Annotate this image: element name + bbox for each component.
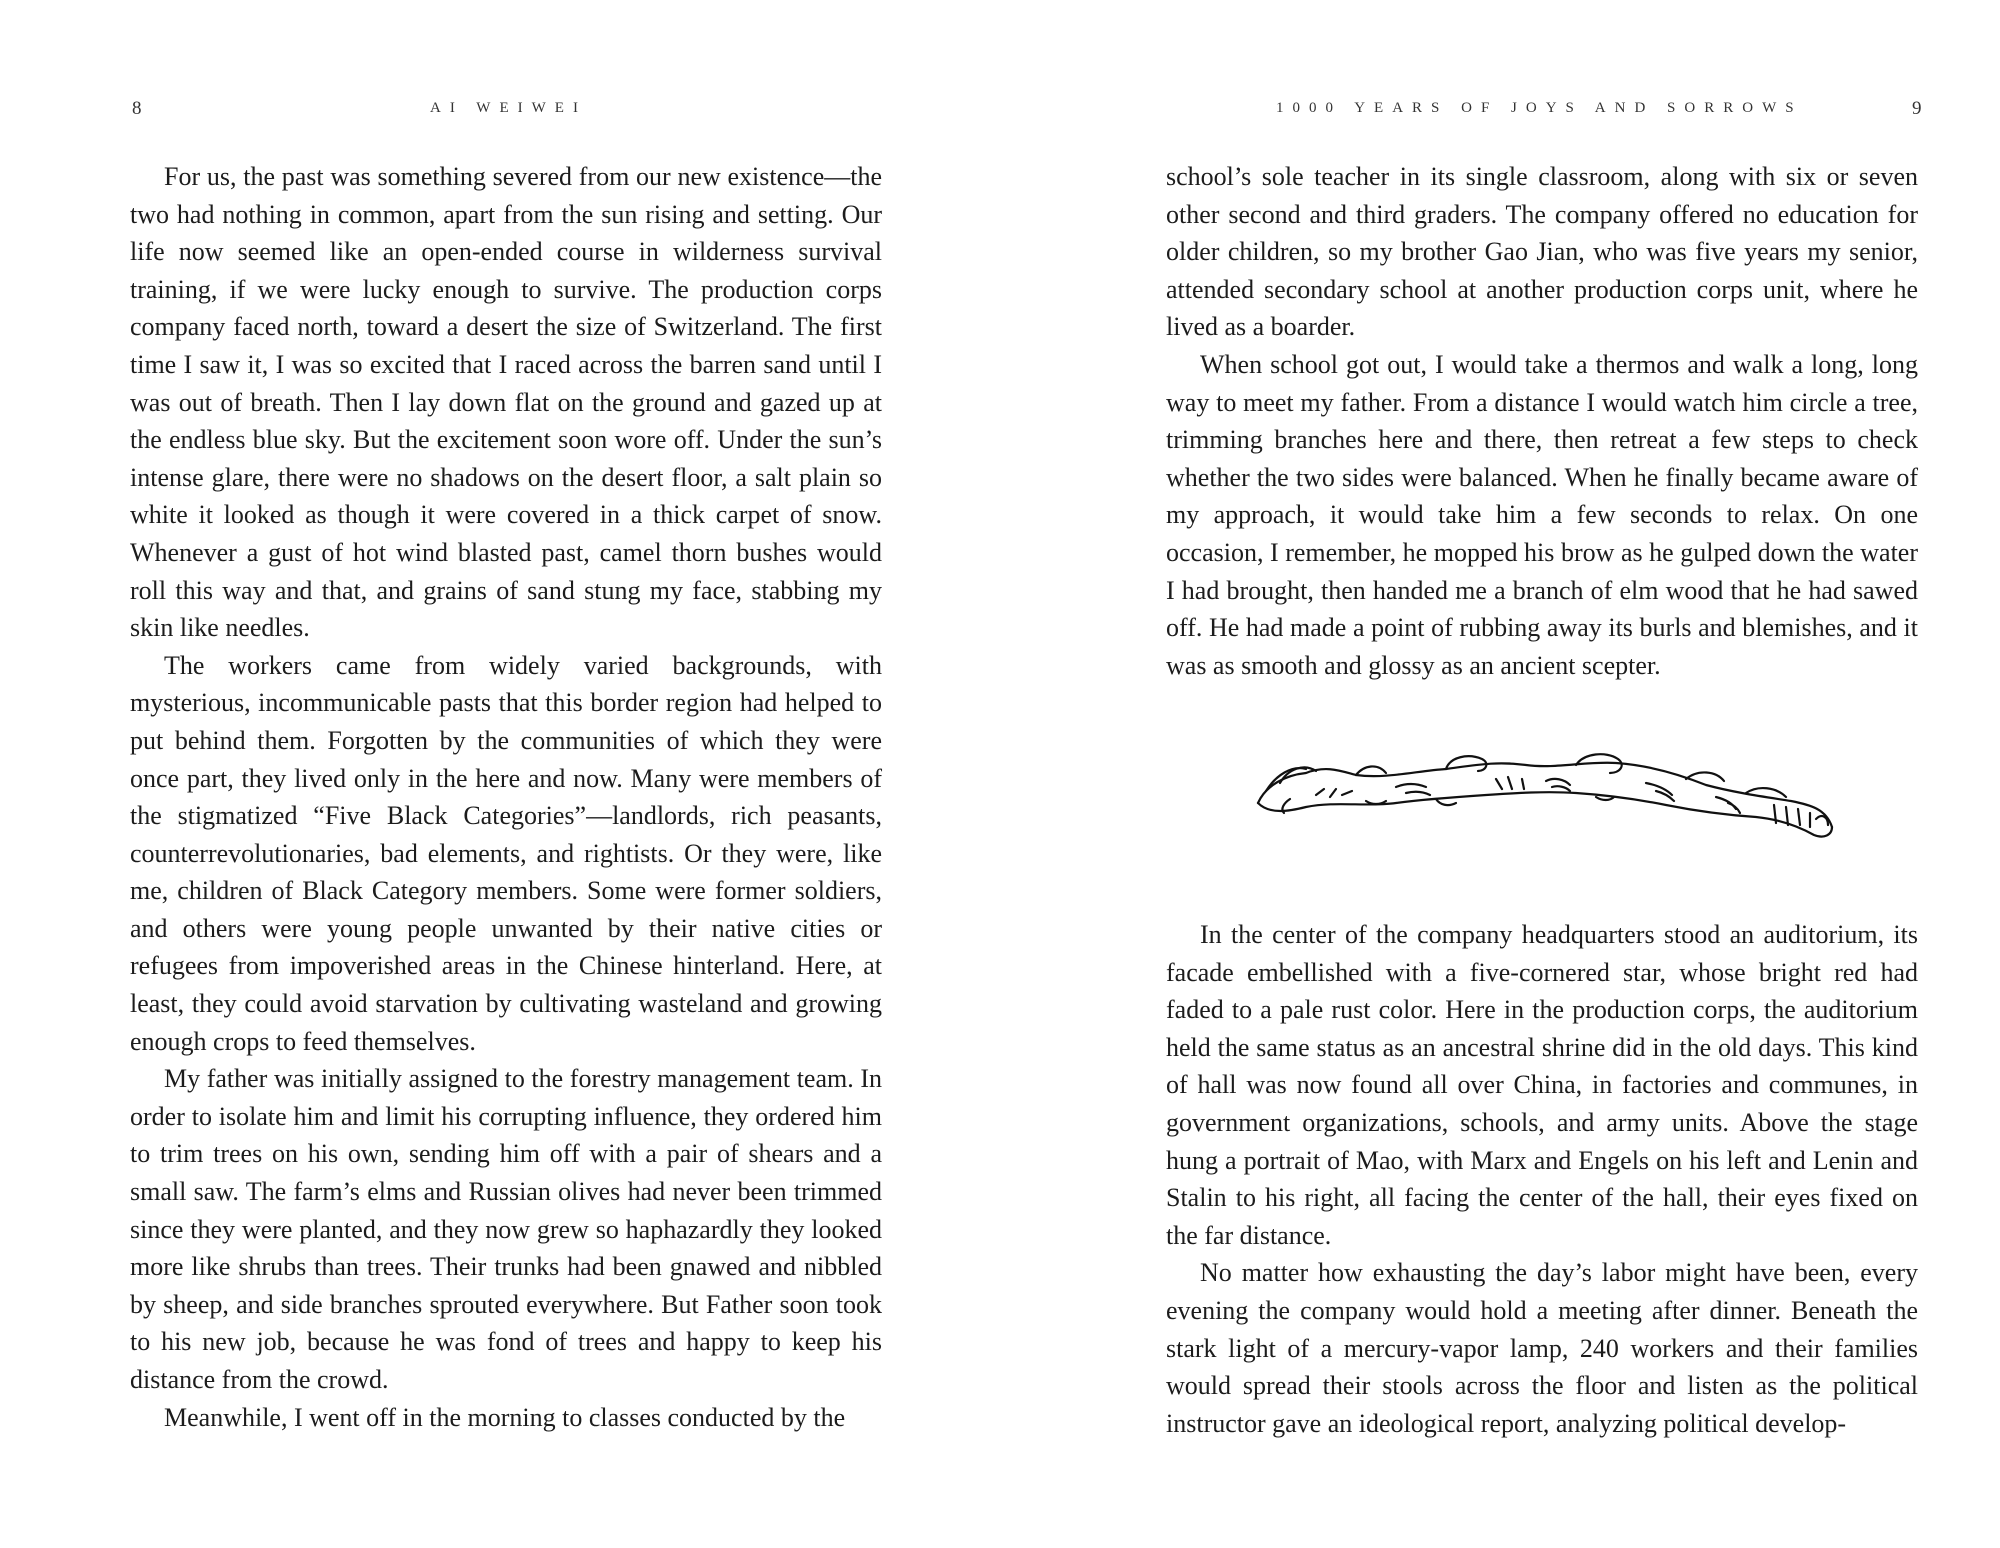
paragraph: school’s sole teacher in its single classroom, along with six or seven other second and third graders. The company offered no education for older children, so my brother Gao Jian, who was five years my senior, attended secondary school at another production corps unit, where he lived as a boarder. xyxy=(1166,162,1918,342)
elm-branch-illustration xyxy=(1246,735,1840,845)
paragraph: When school got out, I would take a thermos and walk a long, long way to meet my father. From a distance I would watch him circle a tree, trimming branches here and there, then retreat a few steps to check whether the two sides were balanced. When he finally became aware of my approach, it would take him a few seconds to relax. On one occasion, I remember, he mopped his brow as he gulped down the water I had brought, then handed me a branch of elm wood that he had sawed off. He had made a point of rubbing away its burls and blemishes, and it was as smooth and glossy as an ancient scepter. xyxy=(1166,349,1918,680)
right-text-column-bottom xyxy=(1166,916,1918,1442)
running-head-left: AI WEIWEI xyxy=(430,100,587,116)
right-text-column-top xyxy=(1166,158,1918,684)
paragraph: Meanwhile, I went off in the morning to classes conducted by the xyxy=(164,1402,846,1432)
paragraph: My father was initially assigned to the forestry management team. In order to isolate him and limit his corrupting influence, they ordered him to trim trees on his own, sending him off with a pair of shears and a small saw. The farm’s elms and Russian olives had never been trimmed since they were planted, and they now grew so haphazardly they looked more like shrubs than trees. Their trunks had been gnawed and nibbled by sheep, and side branches sprouted everywhere. But Father soon took to his new job, because he was fond of trees and happy to keep his distance from the crowd. xyxy=(130,1064,882,1394)
right-page xyxy=(1000,0,2000,1548)
paragraph: In the center of the company headquarters stood an auditorium, its facade embellished with a five-cornered star, whose bright red had faded to a pale rust color. Here in the production corps, the auditorium held the same status as an ancestral shrine did in the old days. This kind of hall was now found all over China, in factories and communes, in government organizations, schools, and army units. Above the stage hung a portrait of Mao, with Marx and Engels on his left and Lenin and Stalin to his right, all facing the center of the hall, their eyes fixed on the far distance. xyxy=(1166,920,1918,1250)
paragraph: No matter how exhausting the day’s labor might have been, every evening the company would hold a meeting after dinner. Beneath the stark light of a mercury-vapor lamp, 240 workers and their families would spread their stools across the floor and listen as the political instructor gave an ideological report, analyzing political develop- xyxy=(1166,1258,1918,1438)
paragraph: The workers came from widely varied backgrounds, with mysterious, incommunicable pasts that this border region had helped to put behind them. Forgotten by the communities of which they were once part, they lived only in the here and now. Many were members of the stigmatized “Five Black Categories”—landlords, rich peasants, counterrevolutionaries, bad elements, and rightists. Or they were, like me, children of Black Category members. Some were former soldiers, and others were young people unwanted by their native cities or refugees from impoverished areas in the Chinese hinterland. Here, at least, they could avoid starvation by cultivating wasteland and growing enough crops to feed themselves. xyxy=(130,650,882,1056)
left-text-column xyxy=(130,158,882,1436)
running-head-right: 1000 YEARS OF JOYS AND SORROWS xyxy=(1276,100,1803,116)
page-number-left: 8 xyxy=(132,98,142,119)
page-number-right: 9 xyxy=(1912,98,1922,119)
paragraph: For us, the past was something severed from our new existence—the two had nothing in common, apart from the sun rising and setting. Our life now seemed like an open-ended course in wilderness survival training, if we were lucky enough to survive. The production corps company faced north, toward a desert the size of Switzerland. The first time I saw it, I was so excited that I raced across the barren sand until I was out of breath. Then I lay down flat on the ground and gazed up at the endless blue sky. But the excitement soon wore off. Under the sun’s intense glare, there were no shadows on the desert floor, a salt plain so white it looked as though it were covered in a thick carpet of snow. Whenever a gust of hot wind blasted past, camel thorn bushes would roll this way and that, and grains of sand stung my face, stabbing my skin like needles. xyxy=(130,162,882,643)
